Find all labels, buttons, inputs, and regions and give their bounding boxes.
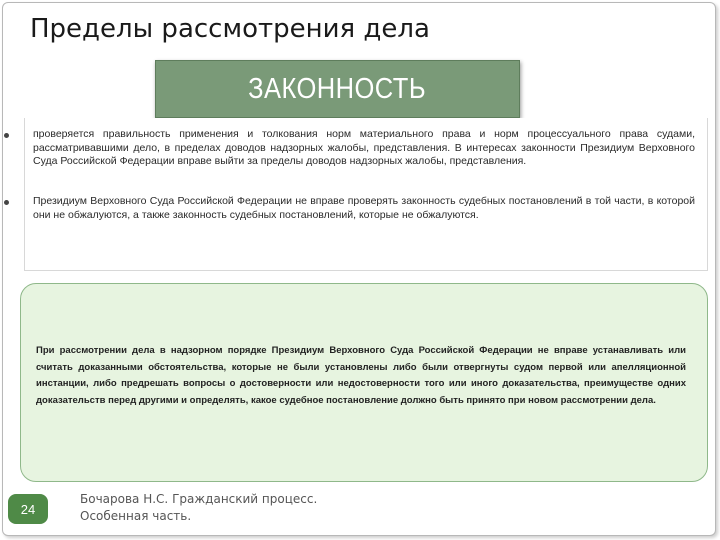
footer-citation (80, 491, 317, 525)
bullet-item (33, 195, 695, 222)
banner (155, 60, 520, 118)
footer-line: Бочарова Н.С. Гражданский процесс. (80, 492, 318, 506)
banner-label: ЗАКОННОСТЬ (248, 72, 427, 105)
bullet-dot-icon (4, 200, 9, 205)
page-number-badge: 24 (8, 494, 48, 524)
slide-title: Пределы рассмотрения дела (30, 14, 430, 44)
bullet-text: Президиум Верховного Суда Российской Федерации не вправе проверять законность судебных постановлений в той части, в которой они не обжалуются, а также законность судебных постановлений, которые не обжалуются. (33, 195, 695, 221)
highlight-text: При рассмотрении дела в надзорном порядке Президиум Верховного Суда Российской Федерации не вправе устанавливать или считать доказанными обстоятельства, которые не были установлены либо были отвергнуты судом первой или апелляционной инстанции, либо предрешать вопросы о достоверности или недостоверности того или иного доказательства, преимуществе одних доказательств перед другими и определять, какое судебное постановление должно быть принято при новом рассмотрении дела. (36, 345, 686, 406)
bullet-dot-icon (4, 133, 9, 138)
footer-line: Особенная часть. (80, 509, 192, 523)
bullet-item (33, 128, 695, 169)
bullet-text: проверяется правильность применения и толкования норм материального права и норм процессуального права судами, рассматривавшими дело, в пределах доводов надзорных жалобы, представления. В интересах законности Президиум Верховного Суда Российской Федерации вправе выйти за пределы доводов надзорных жалобы, представления. (33, 128, 695, 167)
